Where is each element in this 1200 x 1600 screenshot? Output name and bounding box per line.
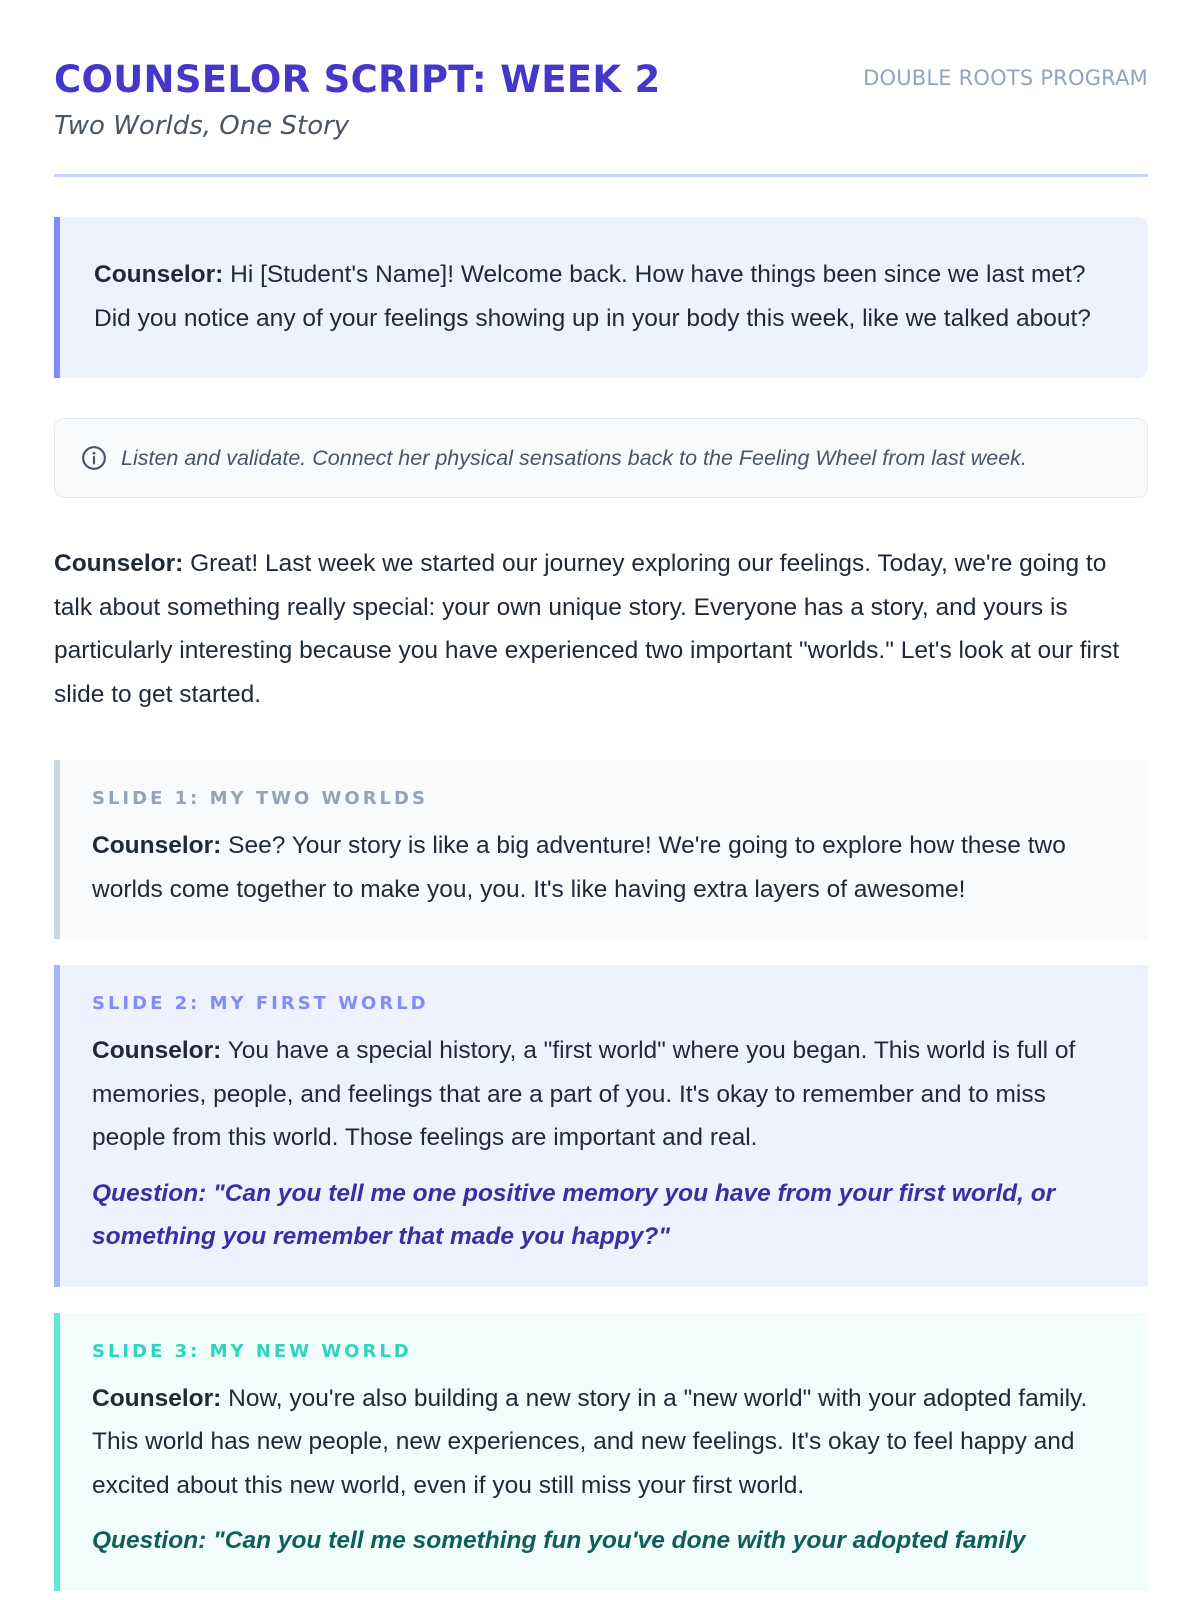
header-divider [54, 174, 1148, 177]
speaker-label: Counselor: [94, 261, 224, 288]
intro-block [54, 542, 1148, 716]
slide-label: SLIDE 1: MY TWO WORLDS [92, 788, 428, 809]
speaker-label: Counselor: [54, 550, 184, 577]
greeting-text: Hi [Student's Name]! Welcome back. How have things been since we last met? Did you notice any of your feelings showing up in your body this week, like we talked about? [94, 261, 1091, 332]
page-title: COUNSELOR SCRIPT: WEEK 2 [54, 58, 661, 101]
script-page [54, 0, 1148, 1591]
slide-text [92, 1377, 1118, 1508]
speaker-label: Counselor: [92, 1384, 222, 1412]
slide-question: Question: "Can you tell me something fun you've done with your adopted family [92, 1527, 1026, 1554]
header [54, 56, 1148, 144]
slide-card-1 [54, 760, 1148, 939]
title-block [54, 56, 661, 144]
slide-label: SLIDE 3: MY NEW WORLD [92, 1340, 412, 1362]
counselor-tip [54, 418, 1148, 498]
intro-text: Great! Last week we started our journey exploring our feelings. Today, we're going to talk about something really special: your own unique story. Everyone has a story, and yours is particularly interesting because you have experienced two important "worlds." Let's look at our first slide to get started. [54, 550, 1120, 708]
slide-label: SLIDE 2: MY FIRST WORLD [92, 993, 429, 1014]
program-name: DOUBLE ROOTS PROGRAM [863, 66, 1148, 90]
slide-card-3 [54, 1313, 1148, 1591]
slide-body: You have a special history, a "first world" where you began. This world is full of memories, people, and feelings that are a part of you. It's okay to remember and to miss people from this world. Those feelings are important and real. [92, 1037, 1076, 1151]
speaker-label: Counselor: [92, 1037, 222, 1064]
slide-body: Now, you're also building a new story in a "new world" with your adopted family. This world has new people, new experiences, and new feelings. It's okay to feel happy and excited about this new world, even if you still miss your first world. [92, 1384, 1088, 1499]
slide-question: Question: "Can you tell me one positive memory you have from your first world, or something you remember that made you happy?" [92, 1179, 1056, 1250]
info-icon [81, 445, 107, 471]
page-subtitle: Two Worlds, One Story [54, 111, 350, 141]
slide-text [92, 1029, 1118, 1160]
speaker-label: Counselor: [92, 832, 222, 859]
tip-text: Listen and validate. Connect her physical sensations back to the Feeling Wheel from last week. [121, 445, 1027, 470]
slide-text [92, 824, 1118, 911]
greeting-block [54, 217, 1148, 378]
slide-card-2 [54, 965, 1148, 1287]
slide-body: See? Your story is like a big adventure! We're going to explore how these two worlds come together to make you, you. It's like having extra layers of awesome! [92, 832, 1066, 903]
